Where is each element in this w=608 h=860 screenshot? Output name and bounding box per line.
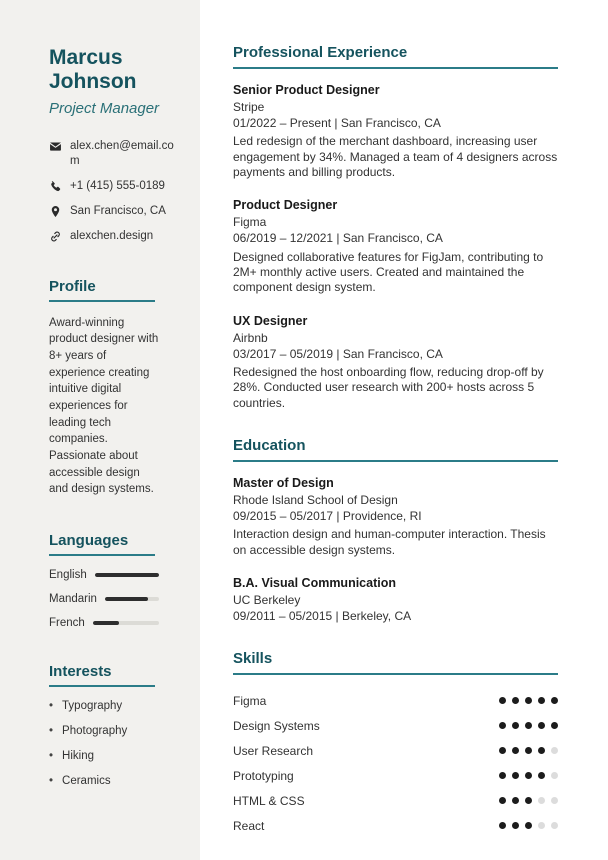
skill-row	[233, 813, 558, 838]
rating-dot-filled	[499, 697, 506, 704]
profile-text: Award-winning product designer with 8+ years of experience creating intuitive digital experiences for leading tech companies. Passionate about accessible design and design systems.	[49, 316, 159, 496]
language-level-bar	[95, 573, 159, 577]
contact-item	[49, 204, 180, 219]
skill-rating-dots	[493, 822, 558, 829]
job-title: Product Designer	[233, 198, 338, 213]
experience-heading: Professional Experience	[233, 44, 558, 69]
languages-section	[49, 532, 180, 629]
job-dates-location: 03/2017 – 05/2019 | San Francisco, CA	[233, 346, 443, 361]
language-level-fill	[105, 597, 148, 601]
language-label: Mandarin	[49, 593, 97, 606]
language-level-bar	[93, 621, 159, 625]
language-label: English	[49, 569, 87, 582]
experience-entry	[233, 197, 558, 295]
link-icon	[49, 230, 62, 243]
language-row	[49, 569, 159, 581]
education-entry	[233, 475, 558, 558]
rating-dot-filled	[512, 797, 519, 804]
contact-text: alexchen.design	[70, 229, 154, 242]
skill-label: User Research	[233, 743, 314, 758]
skill-row	[233, 788, 558, 813]
contact-item	[49, 229, 180, 244]
sidebar	[0, 0, 200, 860]
job-company: Figma	[233, 215, 267, 230]
rating-dot-filled	[499, 822, 506, 829]
language-level-fill	[93, 621, 119, 625]
job-company: Stripe	[233, 99, 265, 114]
interest-label: Hiking	[62, 749, 94, 762]
degree-title: Master of Design	[233, 475, 334, 490]
job-dates-location: 01/2022 – Present | San Francisco, CA	[233, 116, 441, 131]
skill-rating-dots	[493, 797, 558, 804]
skill-label: Prototyping	[233, 768, 294, 783]
interest-label: Ceramics	[62, 774, 111, 787]
experience-list	[233, 82, 558, 411]
skill-row	[233, 713, 558, 738]
education-entry	[233, 575, 558, 624]
rating-dot-filled	[538, 722, 545, 729]
skill-label: React	[233, 818, 265, 833]
rating-dot-filled	[499, 772, 506, 779]
interest-item	[49, 775, 180, 789]
bullet-icon: •	[49, 774, 54, 787]
skill-rating-dots	[493, 772, 558, 779]
school-name: Rhode Island School of Design	[233, 492, 398, 507]
rating-dot-empty	[538, 822, 545, 829]
skills-list	[233, 688, 558, 838]
skill-label: Figma	[233, 693, 267, 708]
rating-dot-filled	[525, 747, 532, 754]
rating-dot-empty	[538, 797, 545, 804]
contact-text: San Francisco, CA	[70, 204, 166, 217]
main-content	[200, 0, 608, 860]
rating-dot-filled	[525, 822, 532, 829]
bullet-icon: •	[49, 749, 54, 762]
person-name: Marcus Johnson	[49, 46, 137, 93]
languages-heading: Languages	[49, 532, 155, 556]
contact-text: alex.chen@email.com	[70, 140, 174, 167]
skill-row	[233, 738, 558, 763]
rating-dot-filled	[525, 772, 532, 779]
rating-dot-filled	[499, 747, 506, 754]
education-heading: Education	[233, 437, 558, 462]
rating-dot-filled	[512, 822, 519, 829]
job-dates-location: 06/2019 – 12/2021 | San Francisco, CA	[233, 231, 443, 246]
experience-entry	[233, 82, 558, 180]
job-description: Led redesign of the merchant dashboard, increasing user engagement by 34%. Managed a team of 4 designers across payments and billing products.	[233, 134, 558, 179]
education-dates-location: 09/2015 – 05/2017 | Providence, RI	[233, 509, 422, 524]
experience-section	[233, 44, 558, 411]
education-list	[233, 475, 558, 624]
education-dates-location: 09/2011 – 05/2015 | Berkeley, CA	[233, 609, 412, 624]
interest-label: Photography	[62, 724, 128, 737]
rating-dot-filled	[538, 697, 545, 704]
rating-dot-filled	[551, 722, 558, 729]
rating-dot-filled	[512, 747, 519, 754]
person-job-title: Project Manager	[49, 100, 160, 118]
skills-section	[233, 650, 558, 838]
interest-item	[49, 750, 180, 764]
interest-item	[49, 725, 180, 739]
bullet-icon: •	[49, 700, 54, 713]
job-company: Airbnb	[233, 330, 268, 345]
rating-dot-empty	[551, 772, 558, 779]
experience-entry	[233, 313, 558, 411]
rating-dot-filled	[499, 722, 506, 729]
language-level-fill	[95, 573, 159, 577]
job-description: Designed collaborative features for FigJam, contributing to 2M+ monthly active users. Created and maintained the component design system.	[233, 249, 544, 295]
skill-row	[233, 688, 558, 713]
skill-rating-dots	[493, 747, 558, 754]
rating-dot-filled	[512, 772, 519, 779]
rating-dot-filled	[525, 722, 532, 729]
rating-dot-empty	[551, 747, 558, 754]
interest-label: Typography	[62, 700, 123, 713]
bullet-icon: •	[49, 724, 54, 737]
rating-dot-filled	[525, 797, 532, 804]
contact-item	[49, 139, 180, 169]
skills-heading: Skills	[233, 650, 558, 675]
interest-list	[49, 700, 180, 788]
phone-icon	[49, 180, 62, 193]
interest-item	[49, 700, 180, 714]
location-icon	[49, 205, 62, 218]
language-level-bar	[105, 597, 159, 601]
rating-dot-filled	[551, 697, 558, 704]
rating-dot-empty	[551, 822, 558, 829]
contact-text: +1 (415) 555-0189	[70, 179, 165, 192]
language-row	[49, 593, 159, 605]
language-list	[49, 569, 180, 629]
education-section	[233, 437, 558, 624]
skill-label: Design Systems	[233, 718, 320, 733]
contact-item	[49, 179, 180, 194]
education-description: Interaction design and human-computer interaction. Thesis on accessible design systems.	[233, 527, 546, 557]
skill-label: HTML & CSS	[233, 793, 305, 808]
profile-heading: Profile	[49, 278, 155, 302]
job-title: Senior Product Designer	[233, 83, 380, 97]
skill-rating-dots	[493, 722, 558, 729]
rating-dot-filled	[538, 772, 545, 779]
rating-dot-filled	[512, 697, 519, 704]
rating-dot-filled	[512, 722, 519, 729]
rating-dot-filled	[525, 697, 532, 704]
job-title: UX Designer	[233, 313, 308, 328]
rating-dot-filled	[499, 797, 506, 804]
interests-section	[49, 663, 180, 788]
profile-section	[49, 278, 180, 498]
rating-dot-empty	[551, 797, 558, 804]
rating-dot-filled	[538, 747, 545, 754]
skill-rating-dots	[493, 697, 558, 704]
email-icon	[49, 140, 62, 153]
school-name: UC Berkeley	[233, 592, 301, 607]
job-description: Redesigned the host onboarding flow, reducing drop-off by 28%. Conducted user research with 200+ hosts across 5 countries.	[233, 364, 544, 410]
contact-list	[49, 139, 180, 244]
degree-title: B.A. Visual Communication	[233, 575, 396, 590]
interests-heading: Interests	[49, 663, 155, 687]
skill-row	[233, 763, 558, 788]
language-label: French	[49, 617, 85, 630]
language-row	[49, 617, 159, 629]
